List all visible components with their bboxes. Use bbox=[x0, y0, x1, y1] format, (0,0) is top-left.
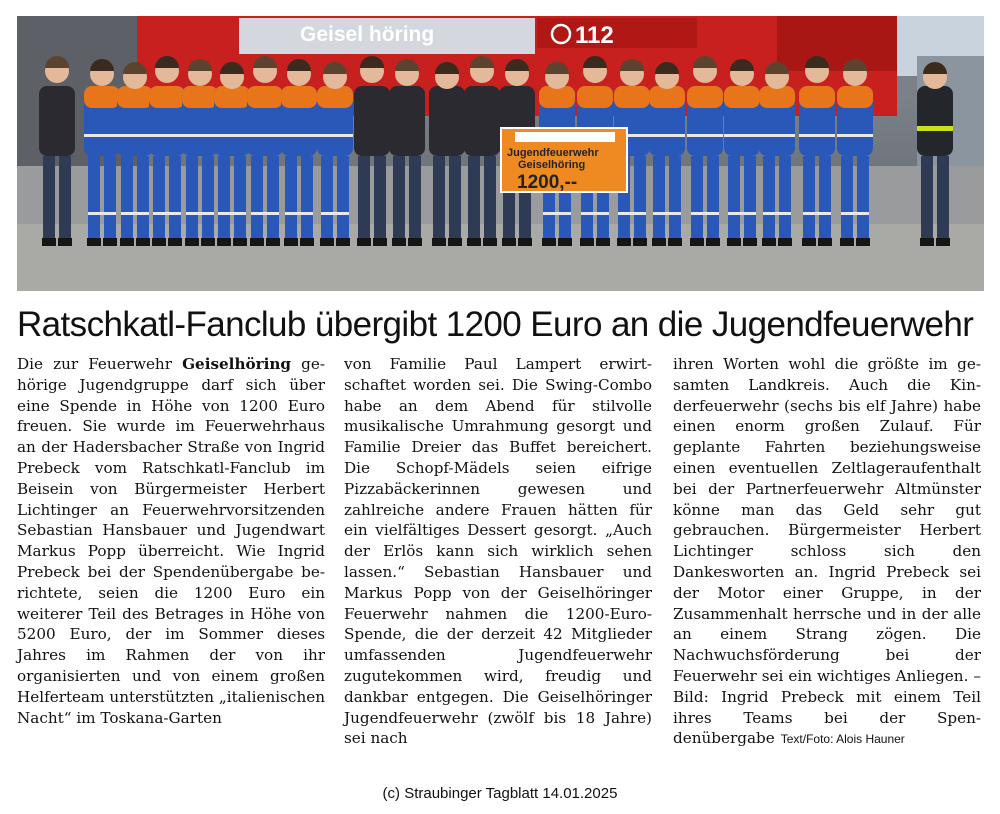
reflective-stripe bbox=[649, 134, 685, 137]
person-shoulders bbox=[117, 86, 153, 108]
person-shoe bbox=[432, 238, 446, 246]
reflective-stripe bbox=[763, 212, 791, 215]
reflective-stripe bbox=[687, 134, 723, 137]
person-shoe bbox=[250, 238, 264, 246]
reflective-stripe bbox=[247, 134, 283, 137]
check-line-1: Jugendfeuerwehr bbox=[507, 147, 599, 159]
reflective-stripe bbox=[317, 134, 353, 137]
person-shoe bbox=[762, 238, 776, 246]
person-leg bbox=[744, 156, 756, 241]
person-shoe bbox=[706, 238, 720, 246]
person-shoe bbox=[617, 238, 631, 246]
article-headline: Ratschkatl-Fanclub übergibt 1200 Euro an die Jugendfeuerwehr bbox=[17, 305, 974, 344]
column-1-lead: Die zur Feuerwehr bbox=[17, 355, 172, 373]
reflective-stripe bbox=[799, 134, 835, 137]
reflective-stripe bbox=[321, 212, 349, 215]
person-shoe bbox=[392, 238, 406, 246]
person-shoulders bbox=[614, 86, 650, 108]
person-shoe bbox=[483, 238, 497, 246]
reflective-stripe bbox=[117, 134, 153, 137]
person-shoe bbox=[103, 238, 117, 246]
person-leg bbox=[819, 156, 831, 241]
reflective-stripe bbox=[121, 212, 149, 215]
reflective-stripe bbox=[728, 212, 756, 215]
person-shoe bbox=[42, 238, 56, 246]
person-leg bbox=[104, 156, 116, 241]
person-shoulders bbox=[577, 86, 613, 108]
person-shoe bbox=[668, 238, 682, 246]
reflective-stripe bbox=[153, 212, 181, 215]
reflective-stripe bbox=[803, 212, 831, 215]
person-torso bbox=[354, 86, 390, 156]
person-leg bbox=[763, 156, 775, 241]
reflective-stripe bbox=[543, 212, 571, 215]
reflective-stripe bbox=[214, 134, 250, 137]
person-leg bbox=[484, 156, 496, 241]
person-shoe bbox=[633, 238, 647, 246]
person-shoe bbox=[284, 238, 298, 246]
person-leg bbox=[779, 156, 791, 241]
person-leg bbox=[153, 156, 165, 241]
copyright-notice: (c) Straubinger Tagblatt 14.01.2025 bbox=[382, 785, 618, 802]
person-leg bbox=[374, 156, 386, 241]
person-leg bbox=[803, 156, 815, 241]
person-shoulders bbox=[149, 86, 185, 108]
person-shoulders bbox=[649, 86, 685, 108]
person-shoe bbox=[558, 238, 572, 246]
person-shoe bbox=[336, 238, 350, 246]
person-leg bbox=[202, 156, 214, 241]
person-leg bbox=[669, 156, 681, 241]
person-leg bbox=[337, 156, 349, 241]
person-leg bbox=[301, 156, 313, 241]
person-leg bbox=[234, 156, 246, 241]
person-shoe bbox=[266, 238, 280, 246]
check-line-2: Geiselhöring bbox=[518, 159, 586, 171]
reflective-stripe bbox=[618, 212, 646, 215]
person-shoe bbox=[840, 238, 854, 246]
person-leg bbox=[321, 156, 333, 241]
person-shoulders bbox=[281, 86, 317, 108]
column-2-text: von Familie Paul Lampert erwirtschaftet worden sei. Die Swing-Combo habe an dem Abend für stilvolle musikalische Umrahmung gesorgt und Familie Dreier das Buffet bereichert. Die Schopf-Mädels seien eifrige Pizzabäckerinnen gewesen und zahlreiche andere Frauen hätten für ein vielfältiges Dessert gesorgt. „Auch der Erlös kann sich wirklich sehen lassen.“ Sebastian Hansbauer und Markus Popp von der Geiselhöringer Feuerwehr nahmen die 1200-Euro-Spende, die der derzeit 42 Mitglieder umfassenden Jugendfeuerwehr zugutekommen wird, freudig und dankbar entgegen. Die Geiselhöringer Jugendfeuerwehr (zwölf bis 18 Jahre) sei nach bbox=[344, 355, 652, 748]
person-shoe bbox=[467, 238, 481, 246]
person-shoe bbox=[802, 238, 816, 246]
person-shoe bbox=[936, 238, 950, 246]
person-leg bbox=[707, 156, 719, 241]
photo-credit: Text/Foto: Alois Hauner bbox=[780, 732, 905, 747]
person-shoulders bbox=[317, 86, 353, 108]
article-column-1 bbox=[17, 354, 325, 728]
person-shoe bbox=[120, 238, 134, 246]
person-shoe bbox=[856, 238, 870, 246]
reflective-stripe bbox=[88, 212, 116, 215]
person-torso bbox=[464, 86, 500, 156]
place-name: Geiselhöring bbox=[182, 355, 292, 373]
person-shoe bbox=[233, 238, 247, 246]
person-shoe bbox=[152, 238, 166, 246]
person-shoulders bbox=[247, 86, 283, 108]
person-leg bbox=[857, 156, 869, 241]
person-leg bbox=[409, 156, 421, 241]
person-leg bbox=[88, 156, 100, 241]
person-leg bbox=[267, 156, 279, 241]
reflective-stripe bbox=[84, 134, 120, 137]
person-shoe bbox=[690, 238, 704, 246]
person-torso bbox=[917, 86, 953, 156]
person-shoe bbox=[168, 238, 182, 246]
reflective-stripe bbox=[841, 212, 869, 215]
person-shoe bbox=[201, 238, 215, 246]
person-leg bbox=[186, 156, 198, 241]
person-leg bbox=[43, 156, 55, 241]
person-leg bbox=[921, 156, 933, 241]
person-shoe bbox=[502, 238, 516, 246]
person-shoe bbox=[136, 238, 150, 246]
person-shoe bbox=[542, 238, 556, 246]
reflective-stripe bbox=[759, 134, 795, 137]
person-torso bbox=[429, 86, 465, 156]
person-leg bbox=[691, 156, 703, 241]
reflective-stripe bbox=[149, 134, 185, 137]
person-leg bbox=[393, 156, 405, 241]
emergency-number: 112 bbox=[575, 22, 614, 49]
group-photo-illustration bbox=[17, 16, 984, 291]
person-leg bbox=[218, 156, 230, 241]
person-leg bbox=[137, 156, 149, 241]
reflective-stripe bbox=[186, 212, 214, 215]
article-column-3 bbox=[673, 354, 981, 750]
person-shoe bbox=[357, 238, 371, 246]
person-leg bbox=[653, 156, 665, 241]
donation-check bbox=[501, 128, 627, 193]
reflective-stripe bbox=[281, 134, 317, 137]
person-leg bbox=[449, 156, 461, 241]
truck-lettering: Geisel höring bbox=[300, 23, 435, 46]
person-leg bbox=[937, 156, 949, 241]
reflective-stripe bbox=[653, 212, 681, 215]
person-shoe bbox=[920, 238, 934, 246]
person-leg bbox=[468, 156, 480, 241]
reflective-stripe bbox=[691, 212, 719, 215]
person-leg bbox=[251, 156, 263, 241]
column-3-text: ihren Worten wohl die größte im gesamten Landkreis. Auch die Kinderfeuerwehr (sechs bis elf Jahre) habe einen enorm großen Zulauf. Für geplante Fahrten beziehungsweise einen eventuellen Zeltlageraufenthalt bei der Partnerfeuerwehr Altmünster könne man das Geld sehr gut gebrauchen. Bürgermeister Herbert Lichtinger schloss sich den Dankesworten an. Ingrid Prebeck sei der Motor einer Gruppe, in der Zusammenhalt herrsche und in der alle an einem Strang zögen. Die Nachwuchsförderung bei der Feuerwehr sei ein wichtiges Anliegen. – Bild: Ingrid Prebeck mit einem Teil ihres Teams bei der Spendenübergabe bbox=[673, 355, 981, 748]
person-shoe bbox=[408, 238, 422, 246]
person-leg bbox=[728, 156, 740, 241]
person-leg bbox=[433, 156, 445, 241]
person-shoe bbox=[778, 238, 792, 246]
person-leg bbox=[59, 156, 71, 241]
person-shoulders bbox=[799, 86, 835, 108]
person-shoe bbox=[373, 238, 387, 246]
person-leg bbox=[121, 156, 133, 241]
person-leg bbox=[285, 156, 297, 241]
person-shoulders bbox=[724, 86, 760, 108]
person-shoe bbox=[58, 238, 72, 246]
person-shoe bbox=[87, 238, 101, 246]
reflective-stripe bbox=[724, 134, 760, 137]
person-shoulders bbox=[214, 86, 250, 108]
person-shoe bbox=[818, 238, 832, 246]
check-amount: 1200,-- bbox=[517, 172, 578, 193]
reflective-stripe bbox=[917, 126, 953, 131]
person-shoe bbox=[652, 238, 666, 246]
person-shoulders bbox=[837, 86, 873, 108]
reflective-stripe bbox=[251, 212, 279, 215]
person-torso bbox=[389, 86, 425, 156]
person-shoe bbox=[300, 238, 314, 246]
person-shoe bbox=[320, 238, 334, 246]
reflective-stripe bbox=[581, 212, 609, 215]
person-torso bbox=[39, 86, 75, 156]
person-shoe bbox=[580, 238, 594, 246]
person-shoulders bbox=[182, 86, 218, 108]
person-shoe bbox=[727, 238, 741, 246]
person-shoulders bbox=[84, 86, 120, 108]
column-1-text: gehörige Jugendgruppe darf sich über eine Spende in Höhe von 1200 Euro freuen. Sie wurde im Feuerwehrhaus an der Hadersbacher Straße von Ingrid Prebeck vom Ratschkatl-Fanclub im Beisein von Bürgermeister Herbert Lichtinger an Feuerwehrvorsitzenden Sebastian Hansbauer und Jugendwart Markus Popp überreicht. Wie Ingrid Prebeck bei der Spendenübergabe berichtete, seien die 1200 Euro ein weiterer Teil des Betrages in Höhe von 5200 Euro, der im Sommer dieses Jahres im Rahmen der von ihr organisierten und von einem großen Helferteam unterstützten „italienischen Nacht“ im Toskana-Garten bbox=[17, 355, 325, 727]
person-shoe bbox=[743, 238, 757, 246]
reflective-stripe bbox=[837, 134, 873, 137]
person-shoe bbox=[185, 238, 199, 246]
person-shoe bbox=[217, 238, 231, 246]
person-shoulders bbox=[759, 86, 795, 108]
person-shoulders bbox=[539, 86, 575, 108]
reflective-stripe bbox=[285, 212, 313, 215]
person-leg bbox=[358, 156, 370, 241]
person-shoe bbox=[448, 238, 462, 246]
article-column-2 bbox=[344, 354, 652, 749]
person-leg bbox=[634, 156, 646, 241]
person-shoe bbox=[596, 238, 610, 246]
person-leg bbox=[169, 156, 181, 241]
person-shoe bbox=[518, 238, 532, 246]
article-photo bbox=[17, 16, 984, 291]
reflective-stripe bbox=[182, 134, 218, 137]
reflective-stripe bbox=[218, 212, 246, 215]
person-leg bbox=[841, 156, 853, 241]
person-shoulders bbox=[687, 86, 723, 108]
